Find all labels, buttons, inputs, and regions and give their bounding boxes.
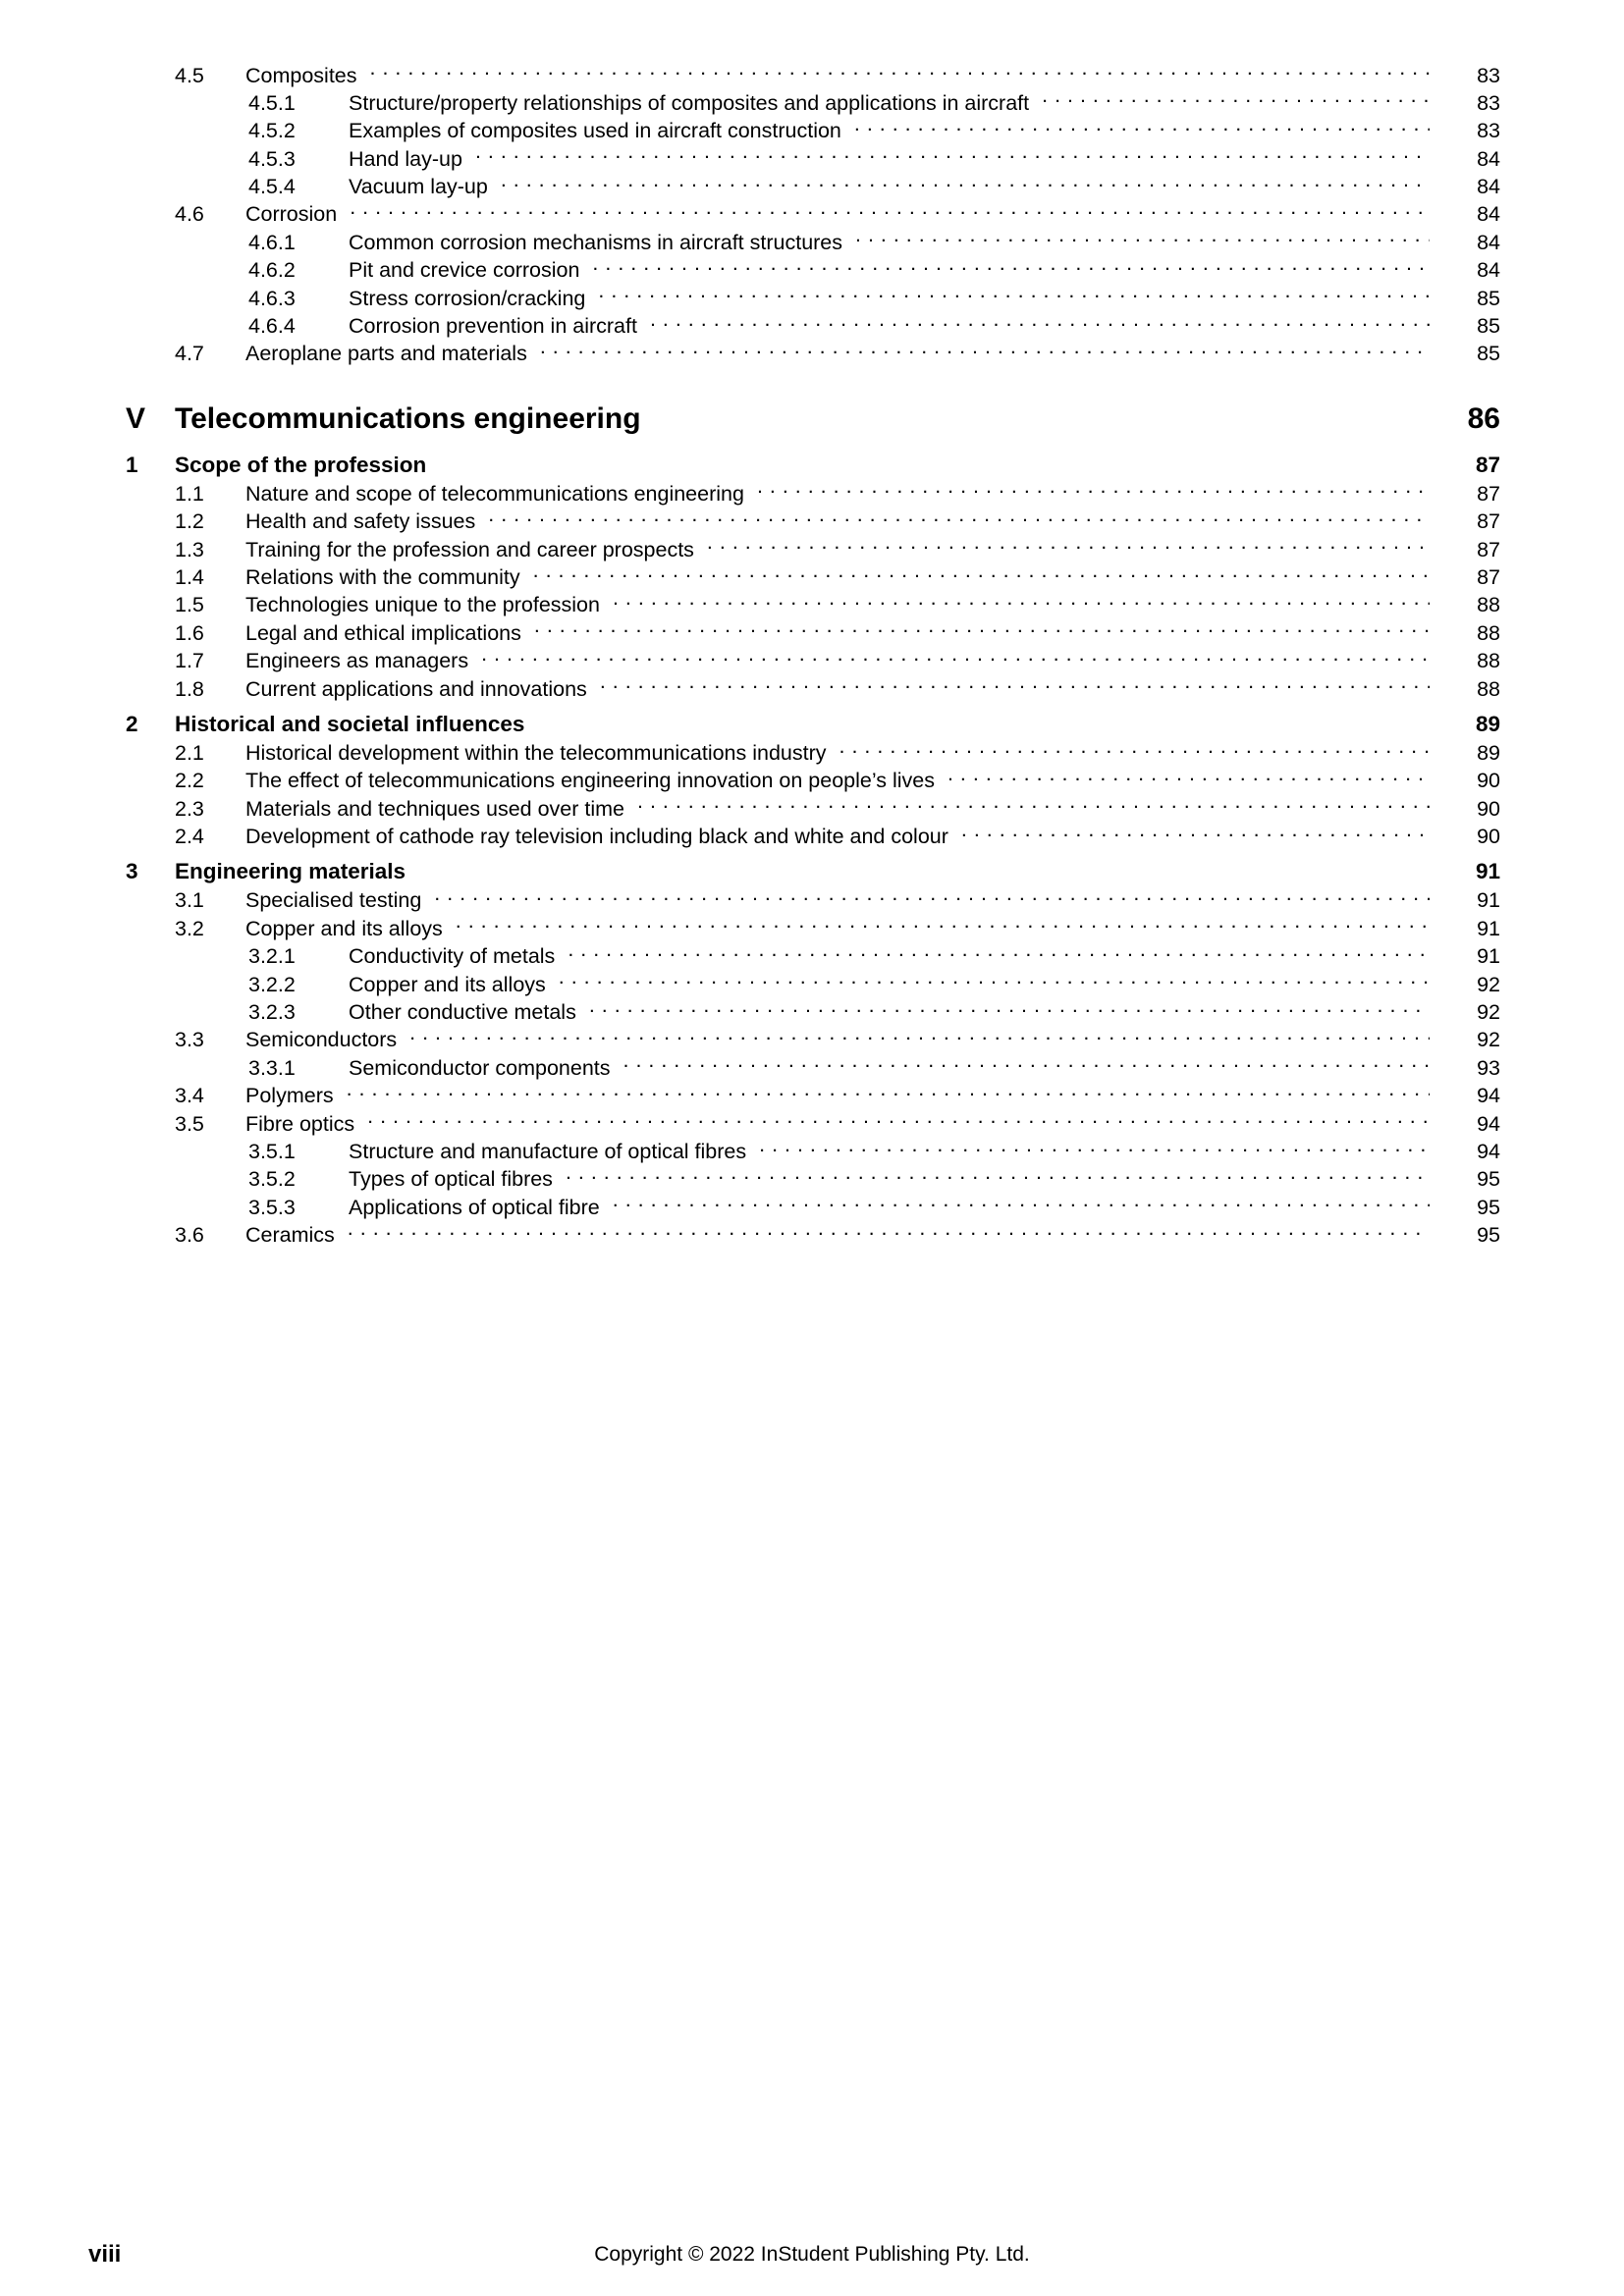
toc-entry[interactable]: [0, 88, 1624, 116]
toc-entry-page: 89: [1475, 711, 1500, 736]
toc-entry-number: 1.6: [175, 620, 204, 645]
dot-leader: [367, 1109, 1430, 1131]
toc-entry-page: 83: [1477, 90, 1500, 115]
toc-entry-label: Hand lay-up: [349, 146, 462, 171]
dot-leader: [650, 312, 1430, 334]
dot-leader: [409, 1026, 1430, 1047]
toc-entry-page: 90: [1477, 825, 1500, 849]
toc-entry-number: 1.8: [175, 676, 204, 701]
toc-entry-label: Common corrosion mechanisms in aircraft structures: [349, 230, 843, 254]
toc-entry-number: 3.2: [175, 916, 204, 940]
toc-entry-number: 4.6.3: [248, 286, 296, 310]
dot-leader: [759, 1138, 1430, 1159]
toc-entry-number: 3.5.2: [248, 1167, 296, 1192]
toc-entry-page: 92: [1477, 1000, 1500, 1025]
toc-entry[interactable]: [0, 284, 1624, 311]
folio-page-number: viii: [88, 2241, 122, 2268]
toc-entry-number: 3.2.1: [248, 944, 296, 969]
toc-entry[interactable]: [0, 738, 1624, 766]
toc-entry-number: 4.6.1: [248, 230, 296, 254]
dot-leader: [961, 823, 1430, 844]
dot-leader: [537, 709, 1430, 731]
toc-entry-page: 95: [1477, 1195, 1500, 1219]
toc-entry-page: 91: [1477, 916, 1500, 940]
toc-entry-page: 94: [1477, 1140, 1500, 1163]
toc-entry-number: 1.3: [175, 537, 204, 561]
toc-entry-number: 1: [126, 452, 138, 477]
toc-entry-page: 88: [1477, 620, 1500, 645]
toc-entry-label: Corrosion prevention in aircraft: [349, 314, 637, 339]
toc-entry[interactable]: [0, 173, 1624, 200]
dot-leader: [540, 340, 1430, 361]
toc-entry-label: Applications of optical fibre: [349, 1195, 600, 1219]
toc-entry-page: 90: [1477, 769, 1500, 793]
dot-leader: [566, 1165, 1430, 1187]
toc-entry-label: Fibre optics: [245, 1111, 355, 1136]
toc-entry-label: Historical development within the telecommunications industry: [245, 740, 827, 765]
toc-entry-page: 85: [1477, 342, 1500, 366]
toc-entry-number: 3.2.3: [248, 1000, 296, 1025]
dot-leader: [370, 61, 1430, 82]
toc-entry-label: Technologies unique to the profession: [245, 593, 600, 617]
toc-entry-page: 83: [1477, 119, 1500, 143]
toc-entry-page: 85: [1477, 286, 1500, 310]
toc-entry-label: Aeroplane parts and materials: [245, 342, 527, 366]
toc-entry-label: Examples of composites used in aircraft construction: [349, 119, 841, 143]
copyright-notice: Copyright © 2022 InStudent Publishing Pty. Ltd.: [594, 2243, 1030, 2266]
toc-entry-number: 4.6.4: [248, 314, 296, 339]
toc-entry[interactable]: [0, 647, 1624, 674]
toc-entry-page: 87: [1477, 509, 1500, 534]
dot-leader: [434, 886, 1430, 908]
section-spacer: [0, 367, 1624, 397]
toc-entry-number: 2.4: [175, 825, 204, 849]
toc-entry[interactable]: [0, 998, 1624, 1026]
toc-entry-label: Legal and ethical implications: [245, 620, 521, 645]
toc-entry-label: Types of optical fibres: [349, 1167, 553, 1192]
toc-entry[interactable]: [0, 857, 1624, 886]
dot-leader: [613, 591, 1430, 613]
toc-entry[interactable]: [0, 709, 1624, 738]
toc-entry-number: 1.2: [175, 509, 204, 534]
toc-entry-number: 4.5.4: [248, 175, 296, 199]
toc-entry[interactable]: [0, 823, 1624, 850]
toc-entry[interactable]: [0, 228, 1624, 255]
toc-entry-number: 4.5: [175, 63, 204, 87]
toc-entry-number: 4.6.2: [248, 258, 296, 283]
toc-entry-label: Corrosion: [245, 202, 338, 227]
toc-entry-page: 88: [1477, 649, 1500, 673]
dot-leader: [947, 767, 1430, 788]
toc-entry-number: 4.7: [175, 342, 204, 366]
toc-entry[interactable]: [0, 1165, 1624, 1193]
dot-leader: [654, 399, 1430, 428]
toc-entry-number: 4.5.1: [248, 90, 296, 115]
dot-leader: [481, 647, 1430, 668]
toc-entry-page: 95: [1477, 1223, 1500, 1248]
toc-entry[interactable]: [0, 1053, 1624, 1081]
dot-leader: [533, 562, 1430, 584]
toc-entry-label: Vacuum lay-up: [349, 175, 488, 199]
dot-leader: [707, 535, 1430, 557]
toc-entry[interactable]: [0, 794, 1624, 822]
toc-entry-label: Nature and scope of telecommunications engineering: [245, 481, 744, 506]
dot-leader: [589, 998, 1430, 1020]
toc-entry-page: 91: [1477, 944, 1500, 969]
toc-entry-number: 2.3: [175, 796, 204, 821]
dot-leader: [839, 738, 1430, 760]
toc-entry-label: Other conductive metals: [349, 1000, 576, 1025]
toc-entry-page: 92: [1477, 972, 1500, 996]
toc-entry[interactable]: [0, 397, 1624, 442]
toc-entry-number: 4.6: [175, 202, 204, 227]
dot-leader: [347, 1082, 1430, 1103]
toc-entry-page: 94: [1477, 1084, 1500, 1108]
toc-entry[interactable]: [0, 535, 1624, 562]
toc-entry-page: 87: [1477, 564, 1500, 589]
toc-entry-page: 88: [1477, 593, 1500, 617]
dot-leader: [854, 117, 1430, 138]
dot-leader: [475, 144, 1430, 166]
dot-leader: [637, 794, 1430, 816]
toc-entry-number: 3.3: [175, 1028, 204, 1052]
toc-entry-page: 84: [1477, 230, 1500, 254]
toc-entry-label: Semiconductors: [245, 1028, 398, 1052]
toc-entry-label: Training for the profession and career prospects: [245, 537, 694, 561]
toc-entry[interactable]: [0, 1082, 1624, 1109]
toc-entry-label: Copper and its alloys: [349, 972, 546, 996]
toc-entry-number: 3.3.1: [248, 1055, 296, 1080]
toc-entry-label: Conductivity of metals: [349, 944, 556, 969]
toc-entry[interactable]: [0, 1221, 1624, 1249]
toc-entry-page: 84: [1477, 175, 1500, 199]
section-spacer: [0, 702, 1624, 709]
dot-leader: [439, 450, 1430, 472]
toc-entry-label: Historical and societal influences: [175, 711, 525, 736]
toc-entry-number: 3.5.3: [248, 1195, 296, 1219]
dot-leader: [855, 228, 1430, 249]
section-spacer: [0, 442, 1624, 450]
toc-entry[interactable]: [0, 942, 1624, 970]
toc-entry-label: Telecommunications engineering: [175, 402, 641, 436]
toc-entry-page: 84: [1477, 258, 1500, 283]
toc-entry[interactable]: [0, 886, 1624, 914]
toc-entry-number: 3.6: [175, 1223, 204, 1248]
toc-entry-label: Relations with the community: [245, 564, 520, 589]
dot-leader: [456, 914, 1430, 935]
dot-leader: [623, 1053, 1430, 1075]
toc-entry-label: Health and safety issues: [245, 509, 476, 534]
toc-entry-number: 3.2.2: [248, 972, 296, 996]
toc-entry-number: 1.4: [175, 564, 204, 589]
toc-entry-page: 92: [1477, 1028, 1500, 1052]
toc-entry[interactable]: [0, 200, 1624, 228]
toc-entry-label: Pit and crevice corrosion: [349, 258, 580, 283]
toc-entry-number: 4.5.3: [248, 146, 296, 171]
toc-entry[interactable]: [0, 117, 1624, 144]
toc-entry-page: 95: [1477, 1167, 1500, 1192]
toc-entry-label: Composites: [245, 63, 357, 87]
toc-entry[interactable]: [0, 1138, 1624, 1165]
toc-entry[interactable]: [0, 340, 1624, 367]
toc-entry-number: 3.5.1: [248, 1140, 296, 1163]
toc-entry-page: 90: [1477, 796, 1500, 821]
toc-entry-page: 93: [1477, 1055, 1500, 1080]
toc-entry-page: 83: [1477, 63, 1500, 87]
dot-leader: [350, 200, 1430, 222]
toc-entry-number: V: [126, 402, 146, 436]
toc-entry[interactable]: [0, 450, 1624, 479]
toc-entry-label: Scope of the profession: [175, 452, 427, 477]
page-footer: [0, 2178, 1624, 2296]
toc-entry-label: Polymers: [245, 1084, 334, 1108]
toc-entry-number: 2: [126, 711, 138, 736]
toc-entry-label: Copper and its alloys: [245, 916, 443, 940]
toc-entry[interactable]: [0, 767, 1624, 794]
toc-entry-page: 91: [1475, 859, 1500, 884]
toc-entry-label: Current applications and innovations: [245, 676, 587, 701]
toc-entry-page: 84: [1477, 202, 1500, 227]
toc-entry[interactable]: [0, 507, 1624, 535]
toc-entry[interactable]: [0, 618, 1624, 646]
toc-entry-label: Engineers as managers: [245, 649, 469, 673]
toc-entry[interactable]: [0, 562, 1624, 590]
toc-entry-page: 91: [1477, 888, 1500, 913]
toc-entry[interactable]: [0, 256, 1624, 284]
dot-leader: [757, 479, 1430, 501]
toc-entry[interactable]: [0, 674, 1624, 702]
toc-entry[interactable]: [0, 1193, 1624, 1220]
toc-entry-page: 89: [1477, 740, 1500, 765]
toc-entry-number: 3: [126, 859, 138, 884]
dot-leader: [348, 1221, 1430, 1243]
dot-leader: [418, 857, 1430, 880]
dot-leader: [559, 970, 1430, 991]
dot-leader: [613, 1193, 1430, 1214]
toc-entry[interactable]: [0, 479, 1624, 507]
dot-leader: [1042, 88, 1430, 110]
toc-entry-label: Specialised testing: [245, 888, 422, 913]
dot-leader: [598, 284, 1430, 305]
toc-entry-page: 85: [1477, 314, 1500, 339]
toc-entry[interactable]: [0, 312, 1624, 340]
dot-leader: [568, 942, 1430, 964]
toc-entry-number: 3.5: [175, 1111, 204, 1136]
toc-entry-number: 2.2: [175, 769, 204, 793]
toc-entry-number: 3.1: [175, 888, 204, 913]
toc-entry-label: The effect of telecommunications engineering innovation on people’s lives: [245, 769, 935, 793]
toc-entry-label: Semiconductor components: [349, 1055, 611, 1080]
section-spacer: [0, 850, 1624, 857]
toc-entry-page: 87: [1477, 537, 1500, 561]
toc-entry-number: 1.5: [175, 593, 204, 617]
toc-entry-page: 94: [1477, 1111, 1500, 1136]
toc-entry-number: 3.4: [175, 1084, 204, 1108]
dot-leader: [592, 256, 1430, 278]
toc-entry[interactable]: [0, 1026, 1624, 1053]
toc-entry[interactable]: [0, 1109, 1624, 1137]
toc-entry-page: 88: [1477, 676, 1500, 701]
toc-entry-label: Stress corrosion/cracking: [349, 286, 586, 310]
dot-leader: [534, 618, 1430, 640]
dot-leader: [488, 507, 1430, 529]
toc-entry-number: 1.7: [175, 649, 204, 673]
toc-entry[interactable]: [0, 591, 1624, 618]
toc-entry-label: Materials and techniques used over time: [245, 796, 625, 821]
toc-entry[interactable]: [0, 914, 1624, 941]
toc-entry-page: 84: [1477, 146, 1500, 171]
toc-entry-page: 86: [1467, 402, 1500, 436]
toc-entry-number: 1.1: [175, 481, 204, 506]
toc-entry-label: Structure/property relationships of composites and applications in aircraft: [349, 90, 1030, 115]
toc-entry[interactable]: [0, 144, 1624, 172]
toc-entry-label: Ceramics: [245, 1223, 335, 1248]
toc-entry-number: 4.5.2: [248, 119, 296, 143]
toc-entry[interactable]: [0, 61, 1624, 88]
toc-entry-label: Development of cathode ray television including black and white and colour: [245, 825, 948, 849]
toc-entry-number: 2.1: [175, 740, 204, 765]
toc-entry-page: 87: [1475, 452, 1500, 477]
toc-entry-label: Structure and manufacture of optical fibres: [349, 1140, 747, 1163]
toc-entry[interactable]: [0, 970, 1624, 997]
toc-entry-page: 87: [1477, 481, 1500, 506]
dot-leader: [600, 674, 1430, 696]
dot-leader: [501, 173, 1430, 194]
toc-entry-label: Engineering materials: [175, 859, 406, 884]
